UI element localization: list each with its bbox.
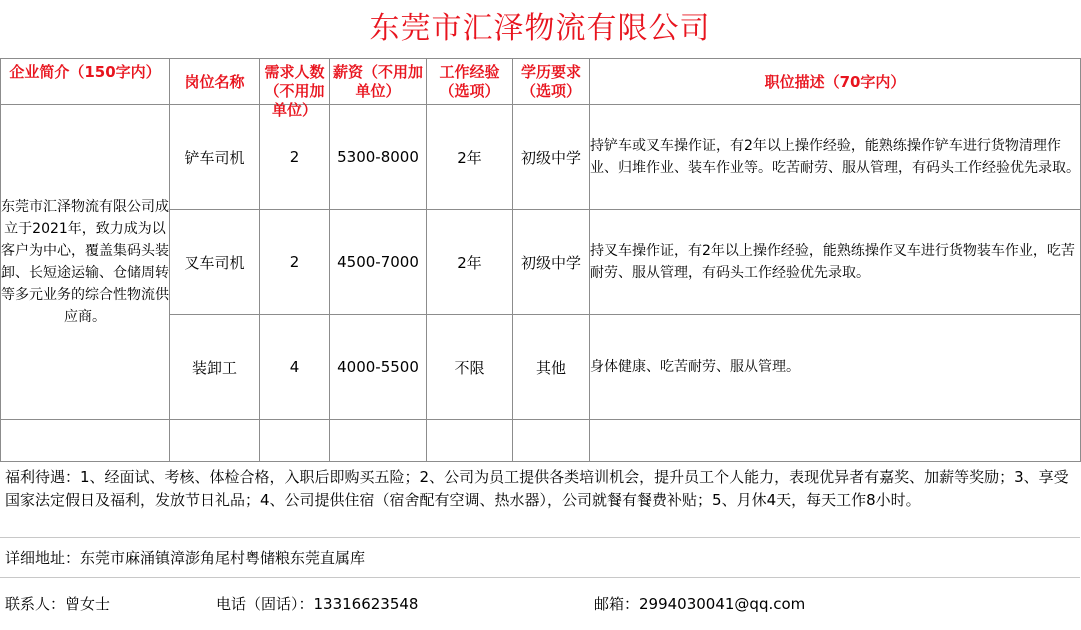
company-intro: 东莞市汇泽物流有限公司成立于2021年，致力成为以客户为中心，覆盖集码头装卸、长短途运输、仓储周转等多元业务的综合性物流供应商。 bbox=[1, 105, 170, 420]
job-experience: 2年 bbox=[427, 105, 513, 210]
address-text: 详细地址：东莞市麻涌镇漳澎角尾村粤储粮东莞直属库 bbox=[0, 538, 1080, 578]
job-salary: 5300-8000 bbox=[330, 105, 427, 210]
contact-bar bbox=[0, 578, 1080, 630]
job-experience: 2年 bbox=[427, 210, 513, 315]
job-count: 2 bbox=[260, 210, 330, 315]
company-title: 东莞市汇泽物流有限公司 bbox=[369, 11, 711, 46]
job-salary: 4000-5500 bbox=[330, 315, 427, 420]
header-position: 岗位名称 bbox=[170, 59, 260, 105]
contact-phone: 电话（固话）：13316623548 bbox=[216, 595, 419, 613]
job-position: 铲车司机 bbox=[170, 105, 260, 210]
header-description: 职位描述（70字内） bbox=[590, 59, 1081, 105]
job-education: 初级中学 bbox=[513, 210, 590, 315]
blank-cell bbox=[427, 420, 513, 462]
job-count: 2 bbox=[260, 105, 330, 210]
table-row bbox=[1, 105, 1081, 210]
job-education: 初级中学 bbox=[513, 105, 590, 210]
header-education: 学历要求（选项） bbox=[513, 59, 590, 105]
blank-row bbox=[1, 420, 1081, 462]
job-education: 其他 bbox=[513, 315, 590, 420]
job-count: 4 bbox=[260, 315, 330, 420]
contact-email: 邮箱：2994030041@qq.com bbox=[594, 595, 806, 613]
job-position: 装卸工 bbox=[170, 315, 260, 420]
job-description: 持铲车或叉车操作证，有2年以上操作经验，能熟练操作铲车进行货物清理作业、归堆作业、装车作业等。吃苦耐劳、服从管理，有码头工作经验优先录取。 bbox=[590, 105, 1081, 210]
blank-cell bbox=[513, 420, 590, 462]
contact-person: 联系人：曾女士 bbox=[5, 595, 111, 613]
blank-cell bbox=[170, 420, 260, 462]
header-intro: 企业简介（150字内） bbox=[1, 59, 170, 105]
job-table bbox=[0, 58, 1081, 462]
job-salary: 4500-7000 bbox=[330, 210, 427, 315]
blank-cell bbox=[330, 420, 427, 462]
benefits-text: 福利待遇：1、经面试、考核、体检合格，入职后即购买五险；2、公司为员工提供各类培训机会，提升员工个人能力，表现优异者有嘉奖、加薪等奖励；3、享受国家法定假日及福利，发放节日礼品；4、公司提供住宿（宿舍配有空调、热水器），公司就餐有餐费补贴；5、月休4天，每天工作8小时。 bbox=[0, 462, 1080, 538]
blank-cell bbox=[1, 420, 170, 462]
header-count: 需求人数（不用加单位） bbox=[260, 59, 330, 105]
blank-cell bbox=[260, 420, 330, 462]
header-salary: 薪资（不用加单位） bbox=[330, 59, 427, 105]
job-description: 身体健康、吃苦耐劳、服从管理。 bbox=[590, 315, 1081, 420]
header-row bbox=[1, 59, 1081, 105]
header-experience: 工作经验（选项） bbox=[427, 59, 513, 105]
job-experience: 不限 bbox=[427, 315, 513, 420]
job-description: 持叉车操作证，有2年以上操作经验，能熟练操作叉车进行货物装车作业，吃苦耐劳、服从管理，有码头工作经验优先录取。 bbox=[590, 210, 1081, 315]
blank-cell bbox=[590, 420, 1081, 462]
job-position: 叉车司机 bbox=[170, 210, 260, 315]
